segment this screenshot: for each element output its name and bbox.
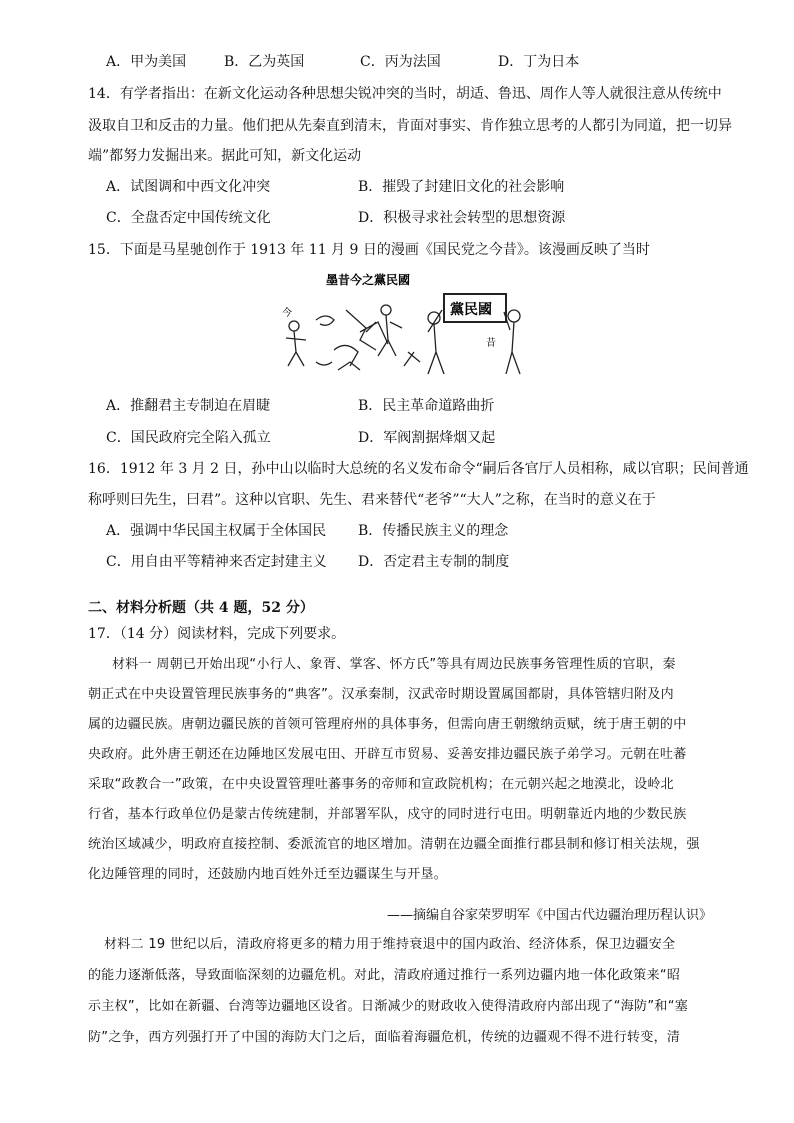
material2-line-2: 的能力逐渐低落，导致面临深刻的边疆危机。对此，清政府通过推行一系列边疆内地一体化政策来“昭 (88, 968, 681, 983)
material2-line-4: 防”之争，西方列强打开了中国的海防大门之后，面临着海疆危机，传统的边疆观不得不进行转变，清 (88, 1030, 681, 1045)
cartoon-title: 墨昔今之黨民國 (326, 273, 411, 287)
material2-line-3: 示主权”，比如在新疆、台湾等边疆地区设省。日渐减少的财政收入使得清政府内部出现了“海防”和“塞 (88, 999, 689, 1014)
q17-stem: 17．（14 分）阅读材料，完成下列要求。 (88, 626, 346, 642)
q15-stem: 15．下面是马星驰创作于 1913 年 11 月 9 日的漫画《国民党之今昔》。该漫画反映了当时 (88, 242, 650, 258)
q16-option-d: D．否定君主专制的制度 (358, 554, 510, 570)
q16-option-a: A．强调中华民国主权属于全体国民 (106, 523, 327, 539)
material1-line-7: 统治区域减少，明政府直接控制、委派流官的地区增加。清朝在边疆全面推行郡县制和修订相关法规，强 (88, 837, 700, 852)
q16-option-b: B．传播民族主义的理念 (358, 523, 509, 539)
q13-option-c: C．丙为法国 (360, 54, 441, 70)
q13-option-d: D．丁为日本 (498, 54, 580, 70)
material1-line-3: 属的边疆民族。唐朝边疆民族的首领可管理府州的具体事务，但需向唐王朝缴纳贡赋，统于唐王朝的中 (88, 717, 687, 732)
q14-option-a: A．试图调和中西文化冲突 (106, 179, 271, 195)
material1-line-6: 行省，基本行政单位仍是蒙古传统建制，并部署军队，戍守的同时进行屯田。明朝靠近内地的少数民族 (88, 807, 687, 822)
q13-option-b: B．乙为英国 (224, 54, 305, 70)
q14-stem-line-3: 端”都努力发掘出来。据此可知，新文化运动 (88, 148, 362, 164)
q14-stem-line-2: 汲取自卫和反击的力量。他们把从先秦直到清末，肯面对事实、肯作独立思考的人都引为同道，把一切异 (88, 118, 732, 134)
material1-line-8: 化边陲管理的同时，还鼓励内地百姓外迁至边疆谋生与开垦。 (88, 867, 448, 882)
material1-line-2: 朝正式在中央设置管理民族事务的“典客”。汉承秦制，汉武帝时期设置属国都尉，具体管辖归附及内 (88, 687, 674, 702)
material2-line-1: 材料二 19 世纪以后，清政府将更多的精力用于维持衰退中的国内政治、经济体系，保卫边疆安全 (104, 937, 676, 952)
cartoon-image (276, 270, 524, 382)
q14-option-c: C．全盘否定中国传统文化 (106, 210, 271, 226)
q15-option-a: A．推翻君主专制迫在眉睫 (106, 398, 271, 414)
cartoon-left-scene (286, 305, 420, 370)
cartoon-left-label: 今 (282, 308, 292, 319)
cartoon-right-label: 昔 (486, 338, 496, 349)
q15-option-c: C．国民政府完全陷入孤立 (106, 430, 271, 446)
cartoon-sign-text: 黨民國 (450, 302, 492, 318)
q16-stem-line-1: 16．1912 年 3 月 2 日，孙中山以临时大总统的名义发布命令“嗣后各官厅人员相称，咸以官职；民间普通 (88, 461, 749, 477)
q14-stem-line-1: 14．有学者指出：在新文化运动各种思想尖锐冲突的当时，胡适、鲁迅、周作人等人就很注意从传统中 (88, 86, 722, 102)
material1-source: ——摘编自谷家荣罗明军《中国古代边疆治理历程认识》 (386, 908, 712, 923)
material1-line-5: 采取“政教合一”政策，在中央设置管理吐蕃事务的帝师和宣政院机构；在元朝兴起之地漠北，设岭北 (88, 777, 674, 792)
q13-option-a: A．甲为美国 (106, 54, 187, 70)
q15-option-d: D．军阀割据烽烟又起 (358, 430, 496, 446)
section-heading: 二、材料分析题（共 4 题，52 分） (88, 600, 314, 616)
q14-option-b: B．摧毁了封建旧文化的社会影响 (358, 179, 565, 195)
q15-option-b: B．民主革命道路曲折 (358, 398, 495, 414)
q16-option-c: C．用自由平等精神来否定封建主义 (106, 554, 327, 570)
material1-line-4: 央政府。此外唐王朝还在边陲地区发展屯田、开辟互市贸易、妥善安排边疆民族子弟学习。元朝在吐蕃 (88, 747, 687, 762)
q14-option-d: D．积极寻求社会转型的思想资源 (358, 210, 566, 226)
material1-line-1: 材料一 周朝已开始出现“小行人、象胥、掌客、怀方氏”等具有周边民族事务管理性质的官职，秦 (112, 657, 676, 672)
q16-stem-line-2: 称呼则曰先生，曰君”。这种以官职、先生、君来替代“老爷”“大人”之称，在当时的意义在于 (88, 492, 656, 508)
